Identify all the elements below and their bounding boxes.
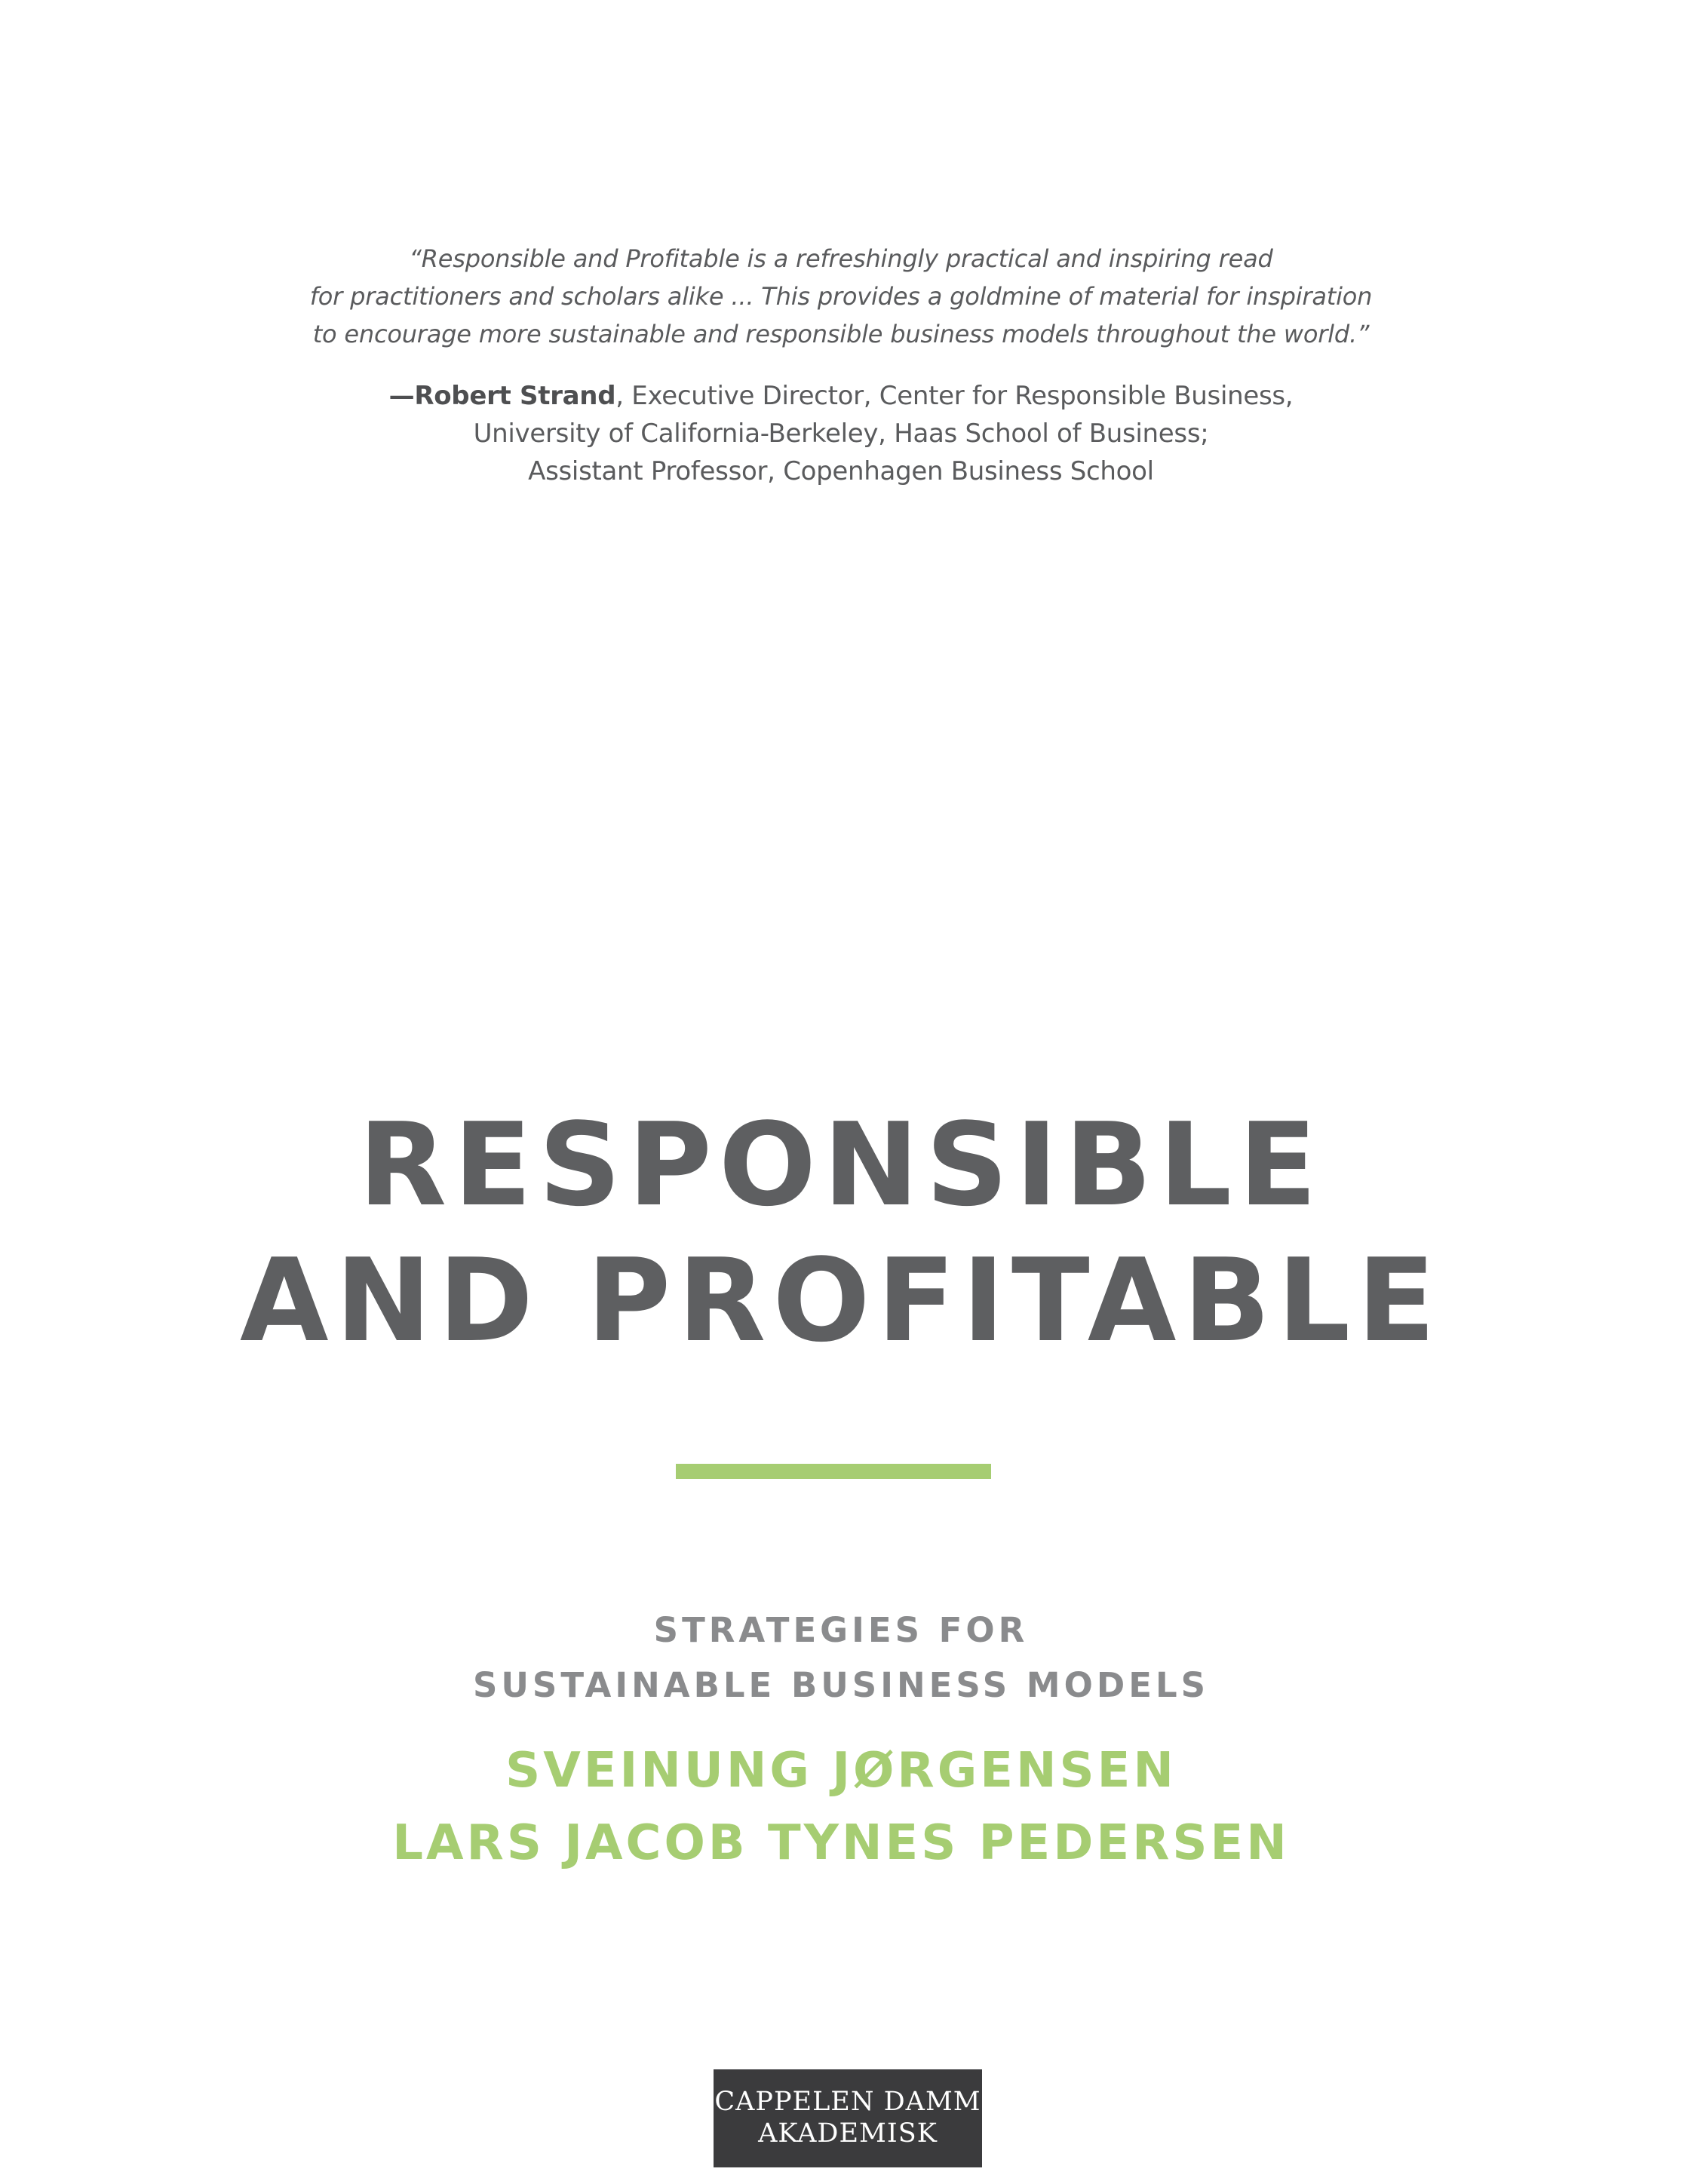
book-subtitle	[0, 1603, 1682, 1713]
endorsement-block	[0, 240, 1682, 490]
book-authors	[0, 1735, 1682, 1879]
endorser-name: —Robert Strand	[388, 381, 616, 411]
subtitle-line: SUSTAINABLE BUSINESS MODELS	[472, 1665, 1210, 1705]
quote-line: to encourage more sustainable and responsible business models throughout the world.”	[312, 320, 1370, 348]
author-name: LARS JACOB TYNES PEDERSEN	[392, 1815, 1290, 1871]
attribution-line: University of California-Berkeley, Haas School of Business;	[473, 419, 1209, 449]
attribution-line: Assistant Professor, Copenhagen Business School	[528, 456, 1154, 486]
endorsement-attribution	[0, 377, 1682, 490]
author-name: SVEINUNG JØRGENSEN	[505, 1743, 1177, 1799]
attribution-line	[0, 377, 1682, 415]
book-title	[0, 1097, 1682, 1369]
accent-divider	[676, 1464, 991, 1479]
publisher-name-line: AKADEMISK	[758, 2118, 938, 2149]
title-line: RESPONSIBLE	[358, 1098, 1324, 1232]
endorsement-quote	[0, 240, 1682, 353]
endorser-title: , Executive Director, Center for Responsible Business,	[615, 381, 1294, 411]
subtitle-line: STRATEGIES FOR	[653, 1610, 1029, 1650]
publisher-name-line: CAPPELEN DAMM	[714, 2087, 981, 2117]
quote-line: “Responsible and Profitable is a refreshingly practical and inspiring read	[409, 244, 1273, 273]
title-line: AND PROFITABLE	[239, 1234, 1443, 1367]
quote-line: for practitioners and scholars alike ... This provides a goldmine of material for inspiration	[309, 282, 1373, 311]
publisher-logo	[714, 2069, 982, 2167]
